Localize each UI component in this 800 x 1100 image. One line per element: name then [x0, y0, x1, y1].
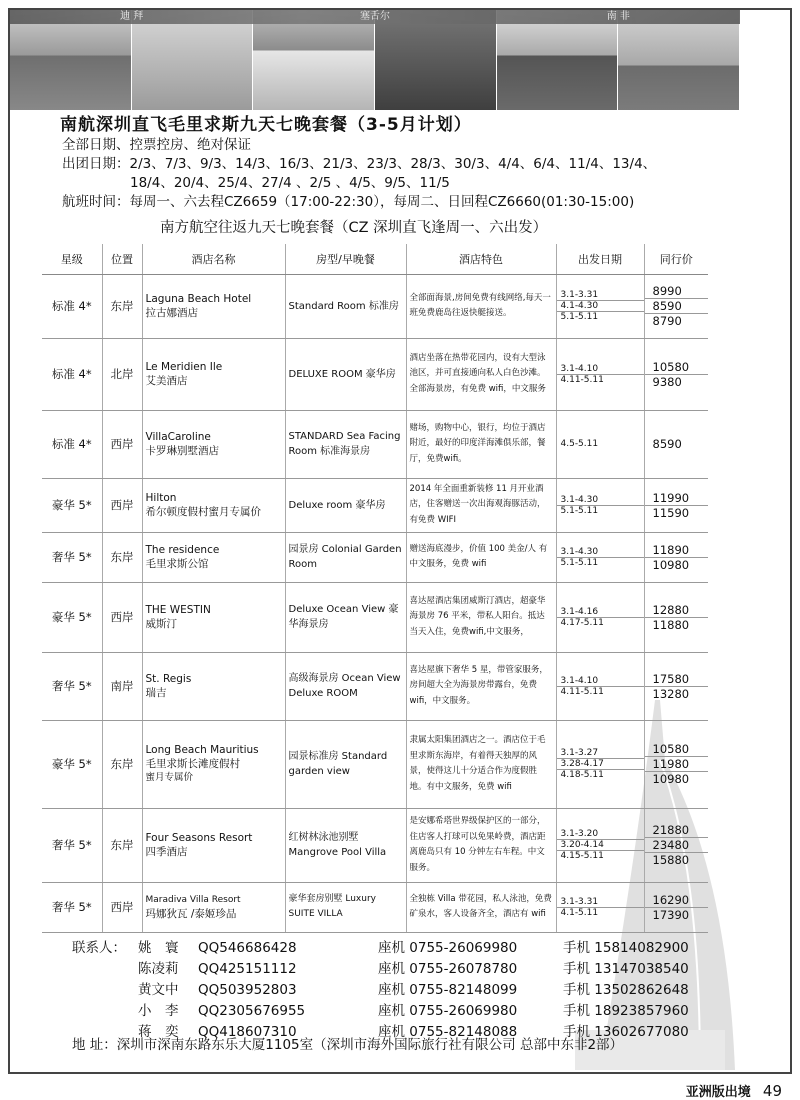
room-cell: Standard Room 标准房: [285, 274, 406, 338]
contact-name: 蒋 奕: [138, 1024, 179, 1040]
date-range: 5.1-5.11: [560, 557, 599, 568]
banner-photo-dubai: [132, 10, 254, 110]
price-value: 9380: [652, 374, 682, 389]
prices-cell: [644, 410, 708, 478]
feature-cell: 2014 年全面重新装修 11 月开业酒店，住客赠送一次出海观海豚活动，有免费 WIFI: [406, 478, 556, 532]
room-cell: 豪华套房别墅 Luxury SUITE VILLA: [285, 882, 406, 932]
position-cell: 西岸: [102, 410, 142, 478]
date-range: 4.11-5.11: [560, 374, 604, 385]
price-value: 10580: [645, 742, 709, 757]
date-range: 3.1-3.27: [557, 748, 644, 759]
contact-row: [72, 980, 743, 1001]
table-row: [42, 338, 708, 410]
dates-cell: [556, 882, 644, 932]
contact-qq: QQ425151112: [198, 961, 297, 977]
hotel-cell: [142, 274, 285, 338]
contact-name: 黄文中: [138, 982, 179, 998]
table-row: [42, 720, 708, 808]
contact-qq: QQ503952803: [198, 982, 297, 998]
contact-name: 小 李: [138, 1003, 179, 1019]
prices-cell: [644, 882, 708, 932]
contact-row: [72, 938, 743, 959]
col-header-feature: 酒店特色: [406, 244, 556, 274]
star-cell: 奢华 5*: [42, 532, 102, 582]
table-row: [42, 478, 708, 532]
hotel-cell: [142, 808, 285, 882]
price-value: 12880: [645, 603, 709, 618]
room-cell: Deluxe Ocean View 豪华海景房: [285, 582, 406, 652]
hotel-name-cn: 威斯汀: [145, 618, 177, 630]
table-row: [42, 532, 708, 582]
contact-mobile: 手机 15814082900: [563, 940, 689, 956]
room-cell: 高级海景房 Ocean View Deluxe ROOM: [285, 652, 406, 720]
contact-phone: 座机 0755-26069980: [378, 940, 518, 956]
price-value: 11980: [645, 757, 709, 772]
prices-cell: [644, 338, 708, 410]
contact-mobile: 手机 13502862648: [563, 982, 689, 998]
room-cell: 园景房 Colonial Garden Room: [285, 532, 406, 582]
contact-name: 姚 寰: [138, 940, 179, 956]
hotel-name-en: Maradiva Villa Resort: [145, 895, 241, 905]
hotel-name-en: Le Meridien Ile: [145, 361, 223, 373]
hotel-name-cn: 希尔顿度假村蜜月专属价: [145, 506, 261, 518]
banner-photo-cape-town: [497, 10, 619, 110]
contact-phone: 座机 0755-82148099: [378, 982, 518, 998]
date-range: 3.1-4.30: [557, 495, 644, 506]
table-row: [42, 808, 708, 882]
hotel-name-en: Laguna Beach Hotel: [145, 293, 252, 305]
price-value: 17580: [645, 672, 709, 687]
banner-photo-elephant: [618, 10, 740, 110]
price-value: 10980: [652, 772, 690, 786]
date-range: 3.1-3.31: [557, 897, 644, 908]
position-cell: 西岸: [102, 478, 142, 532]
hotel-cell: [142, 478, 285, 532]
star-cell: 标准 4*: [42, 274, 102, 338]
date-range: 3.28-4.17: [557, 759, 644, 770]
table-row: [42, 582, 708, 652]
contact-phone: 座机 0755-26078780: [378, 961, 518, 977]
date-range: 4.18-5.11: [560, 770, 604, 780]
date-range: 4.11-5.11: [560, 686, 604, 697]
hotel-cell: [142, 410, 285, 478]
table-row: [42, 652, 708, 720]
contact-mobile: 手机 18923857960: [563, 1003, 689, 1019]
contact-qq: QQ418607310: [198, 1024, 297, 1040]
hotel-name-en: Four Seasons Resort: [145, 832, 253, 844]
hotel-name-cn: 艾美酒店: [145, 375, 188, 387]
price-value: 17390: [652, 907, 690, 922]
date-range: 3.1-3.20: [557, 829, 644, 840]
package-subtitle: 南方航空往返九天七晚套餐（CZ 深圳直飞逢周一、六出发）: [160, 220, 548, 236]
hotel-name-en: Long Beach Mauritius: [145, 744, 259, 756]
date-range: 3.1-4.10: [557, 364, 644, 375]
hotel-name-cn: 瑞吉: [145, 687, 167, 699]
hotel-cell: [142, 720, 285, 808]
hotel-name-cn: 毛里求斯长滩度假村: [145, 758, 240, 770]
banner-photo-desert: [10, 10, 132, 110]
hotel-name-en: Hilton: [145, 492, 177, 504]
hotel-name-en: THE WESTIN: [145, 604, 211, 616]
hotel-cell: [142, 338, 285, 410]
price-value: 8990: [645, 284, 709, 299]
banner-photo-seychelles-pier: [253, 10, 375, 110]
star-cell: 奢华 5*: [42, 882, 102, 932]
dates-cell: [556, 808, 644, 882]
col-header-hotel: 酒店名称: [142, 244, 285, 274]
table-row: [42, 274, 708, 338]
position-cell: 东岸: [102, 720, 142, 808]
star-cell: 豪华 5*: [42, 720, 102, 808]
price-value: 11890: [645, 543, 709, 558]
contact-mobile: 手机 13147038540: [563, 961, 689, 977]
contacts-label: 联系人：: [72, 940, 126, 956]
price-value: 13280: [652, 686, 690, 701]
prices-cell: [644, 532, 708, 582]
position-cell: 东岸: [102, 532, 142, 582]
hotel-name-cn: 玛娜狄瓦 /泰姬珍品: [145, 908, 237, 920]
price-value: 15880: [652, 853, 690, 867]
prices-cell: [644, 478, 708, 532]
hotel-name-en: St. Regis: [145, 673, 192, 685]
hotel-cell: [142, 582, 285, 652]
dates-cell: [556, 532, 644, 582]
date-range: 4.5-5.11: [560, 439, 599, 449]
hotel-cell: [142, 652, 285, 720]
hotel-name-cn: 卡罗琳别墅酒店: [145, 445, 219, 457]
banner-destination-stripe: [10, 10, 740, 24]
publication-name: 亚洲版出境: [685, 1085, 751, 1100]
date-range: 3.1-4.10: [557, 676, 644, 687]
feature-cell: 全部面海景,房间免费有线网络,每天一班免费鹿岛往返快艇接送。: [406, 274, 556, 338]
contact-phone: 座机 0755-82148088: [378, 1024, 518, 1040]
prices-cell: [644, 720, 708, 808]
prices-cell: [644, 652, 708, 720]
hotel-name-en: VillaCaroline: [145, 431, 211, 443]
banner-photo-child: [375, 10, 497, 110]
banner-destination-south-africa: 南 非: [606, 11, 630, 22]
table-row: [42, 410, 708, 478]
date-range: 3.1-3.31: [557, 290, 644, 301]
date-range: 4.17-5.11: [560, 617, 604, 628]
address-line: 地 址：深圳市深南东路东乐大厦1105室（深圳市海外国际旅行社有限公司 总部中东非2部）: [72, 1037, 624, 1053]
date-range: 5.1-5.11: [560, 505, 599, 516]
table-header-row: [42, 244, 708, 274]
feature-cell: 是安娜希塔世界级保护区的一部分，住店客人打球可以免果岭费，酒店距离鹿岛只有 10 分钟左右车程。中文服务。: [406, 808, 556, 882]
position-cell: 南岸: [102, 652, 142, 720]
price-value: 16290: [645, 893, 709, 908]
photo-banner: [10, 10, 740, 110]
room-cell: STANDARD Sea Facing Room 标准海景房: [285, 410, 406, 478]
dates-cell: [556, 720, 644, 808]
prices-cell: [644, 274, 708, 338]
dates-cell: [556, 338, 644, 410]
hotel-name-cn: 四季酒店: [145, 846, 188, 858]
hotel-name-cn: 毛里求斯公馆: [145, 558, 209, 570]
feature-cell: 全独栋 Villa 带花园，私人泳池，免费矿泉水，客人设备齐全，酒店有 wifi: [406, 882, 556, 932]
feature-cell: 喜达屋旗下奢华 5 星，带管家服务，房间超大全为海景房带露台，免费 wifi，中文服务。: [406, 652, 556, 720]
contact-row: [72, 1001, 743, 1022]
date-range: 4.1-4.30: [557, 301, 644, 312]
page-footer: [686, 1081, 782, 1100]
price-value: 21880: [645, 823, 709, 838]
price-value: 8790: [652, 314, 682, 328]
price-value: 8590: [645, 299, 709, 314]
position-cell: 东岸: [102, 808, 142, 882]
date-range: 4.1-5.11: [560, 907, 599, 918]
departure-dates-line1: 出团日期：2/3、7/3、9/3、14/3、16/3、21/3、23/3、28/3、30/3、4/4、6/4、11/4、13/4、: [62, 156, 657, 172]
position-cell: 西岸: [102, 882, 142, 932]
page-title: 南航深圳直飞毛里求斯九天七晚套餐（3-5月计划）: [60, 115, 472, 135]
price-value: 8590: [652, 437, 682, 451]
flight-times: 航班时间：每周一、六去程CZ6659（17:00-22:30），每周二、日回程CZ6660(01:30-15:00): [62, 194, 635, 210]
guarantee-text: 全部日期、控票控房、绝对保证: [62, 137, 251, 153]
contact-mobile: 手机 13602677080: [563, 1024, 689, 1040]
prices-cell: [644, 582, 708, 652]
departure-dates-line2: 18/4、20/4、25/4、27/4 、2/5 、4/5、9/5、11/5: [130, 175, 450, 191]
table-row: [42, 882, 708, 932]
contact-name: 陈凌莉: [138, 961, 179, 977]
feature-cell: 隶属太阳集团酒店之一。酒店位于毛里求斯东海岸，有着得天独厚的风景，使得这儿十分适合作为度假胜地。有中文服务，免费 wifi: [406, 720, 556, 808]
hotel-note: 蜜月专属价: [145, 772, 194, 783]
dates-cell: [556, 652, 644, 720]
room-cell: Deluxe room 豪华房: [285, 478, 406, 532]
room-cell: DELUXE ROOM 豪华房: [285, 338, 406, 410]
col-header-dates: 出发日期: [556, 244, 644, 274]
feature-cell: 赠送海底漫步，价值 100 美金/人 有中文服务，免费 wifi: [406, 532, 556, 582]
star-cell: 奢华 5*: [42, 808, 102, 882]
star-cell: 奢华 5*: [42, 652, 102, 720]
dates-cell: [556, 410, 644, 478]
col-header-star: 星级: [42, 244, 102, 274]
feature-cell: 赌场，购物中心，银行，均位于酒店附近，最好的印度洋海滩俱乐部，餐厅，免费wifi。: [406, 410, 556, 478]
dates-cell: [556, 582, 644, 652]
price-value: 11590: [652, 505, 690, 520]
contact-qq: QQ2305676955: [198, 1003, 306, 1019]
room-cell: 园景标准房 Standard garden view: [285, 720, 406, 808]
col-header-position: 位置: [102, 244, 142, 274]
room-cell: 红树林泳池别墅 Mangrove Pool Villa: [285, 808, 406, 882]
position-cell: 西岸: [102, 582, 142, 652]
hotel-cell: [142, 532, 285, 582]
date-range: 3.1-4.16: [557, 607, 644, 618]
hotel-name-en: The residence: [145, 544, 220, 556]
banner-destination-dubai: 迪 拜: [120, 11, 144, 22]
dates-cell: [556, 478, 644, 532]
hotel-name-cn: 拉古娜酒店: [145, 307, 198, 319]
page-number: 49: [762, 1082, 782, 1100]
banner-destination-seychelles: 塞舌尔: [359, 11, 390, 22]
contact-row: [72, 959, 743, 980]
star-cell: 豪华 5*: [42, 478, 102, 532]
price-value: 11990: [645, 491, 709, 506]
hotel-price-table: [42, 244, 708, 933]
prices-cell: [644, 808, 708, 882]
price-value: 10580: [645, 360, 709, 375]
price-value: 23480: [645, 838, 709, 853]
date-range: 3.20-4.14: [557, 840, 644, 851]
contact-qq: QQ546686428: [198, 940, 297, 956]
hotel-cell: [142, 882, 285, 932]
feature-cell: 酒店坐落在热带花园内，设有大型泳池区，并可直接通向私人白色沙滩。全部海景房，有免费 wifi，中文服务: [406, 338, 556, 410]
date-range: 5.1-5.11: [560, 312, 599, 322]
date-range: 4.15-5.11: [560, 851, 604, 861]
star-cell: 豪华 5*: [42, 582, 102, 652]
contacts-block: [72, 938, 743, 1043]
price-value: 11880: [652, 617, 690, 632]
star-cell: 标准 4*: [42, 338, 102, 410]
position-cell: 北岸: [102, 338, 142, 410]
star-cell: 标准 4*: [42, 410, 102, 478]
feature-cell: 喜达屋酒店集团威斯汀酒店，超豪华海景房 76 平米，带私人阳台。抵达当天入住，免费wifi,中文服务，: [406, 582, 556, 652]
dates-cell: [556, 274, 644, 338]
price-value: 10980: [652, 557, 690, 572]
contact-phone: 座机 0755-26069980: [378, 1003, 518, 1019]
col-header-price: 同行价: [644, 244, 708, 274]
col-header-room: 房型/早晚餐: [285, 244, 406, 274]
date-range: 3.1-4.30: [557, 547, 644, 558]
position-cell: 东岸: [102, 274, 142, 338]
